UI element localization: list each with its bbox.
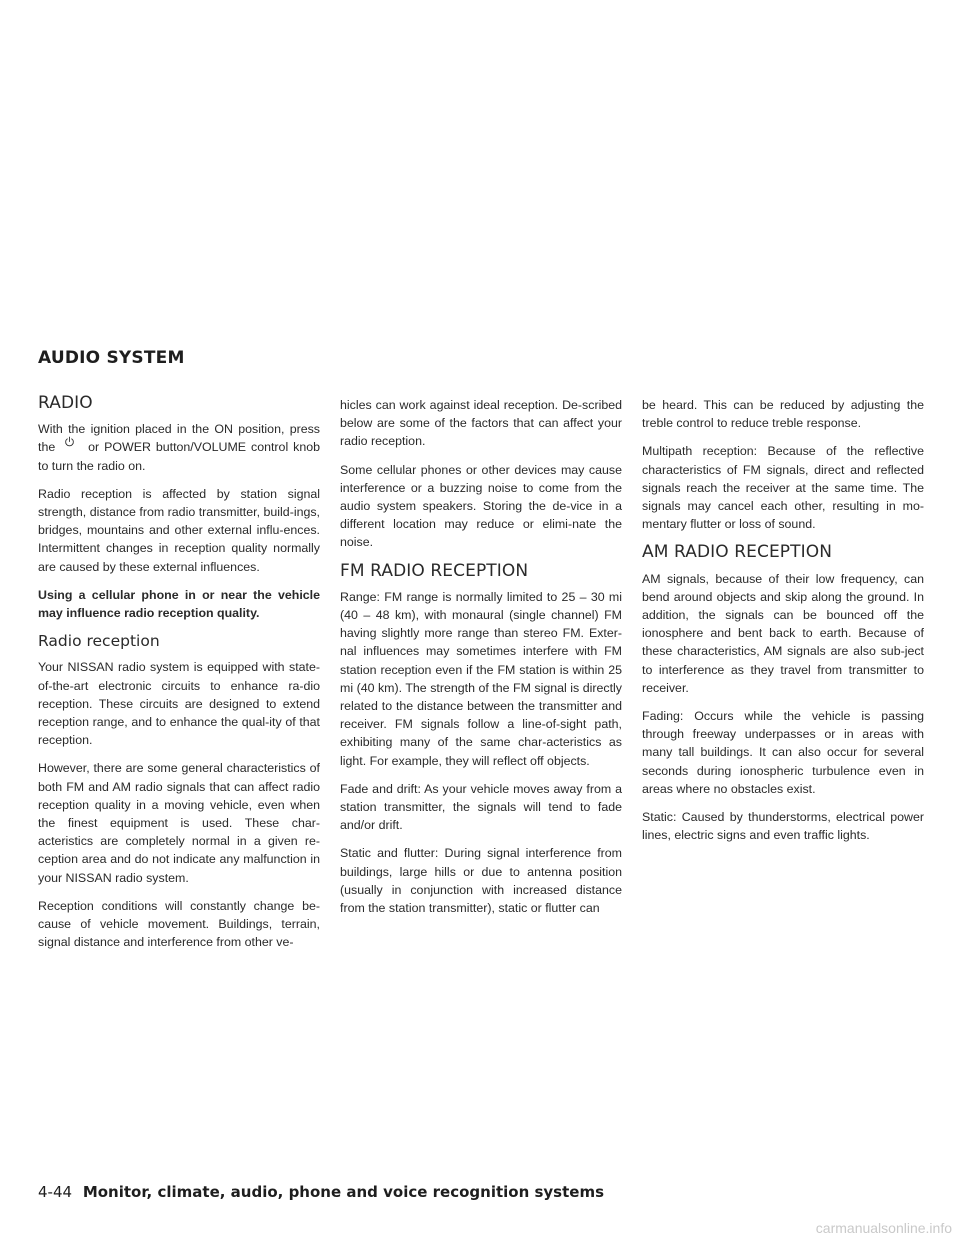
paragraph-fade-drift: Fade and drift: As your vehicle moves away from a station transmitter, the signals will tend to fade and/or drift. — [340, 781, 622, 833]
power-icon — [55, 440, 83, 452]
section-title: AUDIO SYSTEM — [38, 348, 185, 368]
paragraph-treble-control: be heard. This can be reduced by adjusting the treble control to reduce treble response. — [642, 398, 924, 431]
paragraph-nissan-radio: Your NISSAN radio system is equipped with state-of-the-art electronic circuits to enhance ra-dio reception. These circuits are designed to extend reception range, and to enhance the qual-ity of that reception. — [38, 660, 320, 748]
paragraph-reception-factors: Radio reception is affected by station signal strength, distance from radio transmitter, build-ings, bridges, mountains and other external influ-ences. Intermittent changes in reception quality normally are caused by these external influences. — [38, 486, 320, 574]
paragraph-fading: Fading: Occurs while the vehicle is passing through freeway underpasses or in areas with many tall buildings. It can also occur for several seconds during ionospheric turbulence even in areas where no obstacles exist. — [642, 709, 924, 796]
heading-radio: RADIO — [38, 393, 93, 413]
heading-radio-reception: Radio reception — [38, 632, 160, 651]
column-2 — [340, 396, 622, 927]
page-number: 4-44 — [38, 1183, 73, 1201]
paragraph-cellular-warning: Using a cellular phone in or near the vehicle may influence radio reception quality. — [38, 587, 320, 621]
page-footer-title: Monitor, climate, audio, phone and voice recognition systems — [82, 1183, 605, 1201]
paragraph-cellular-buzzing: Some cellular phones or other devices may cause interference or a buzzing noise to come from the audio system speakers. Storing the de-vice in a different location may reduce or elimi-nate the noise. — [340, 462, 622, 550]
paragraph-general-characteristics: However, there are some general characteristics of both FM and AM radio signals that can affect radio reception quality in a moving vehicle, even when the finest equipment is used. These char-acteristics are completely normal in a given re-ception area and do not indicate any malfunction in your NISSAN radio system. — [38, 761, 320, 885]
paragraph-static: Static: Caused by thunderstorms, electrical power lines, electric signs and even traffic lights. — [642, 810, 924, 843]
column-3 — [642, 396, 924, 854]
watermark: carmanualsonline.info — [815, 1220, 952, 1236]
paragraph-power-on — [38, 420, 320, 475]
paragraph-reception-conditions: Reception conditions will constantly change be-cause of vehicle movement. Buildings, terrain, signal distance and interference from other ve- — [38, 898, 320, 950]
paragraph-multipath: Multipath reception: Because of the reflective characteristics of FM signals, direct and reflected signals reach the receiver at the same time. The signals may cancel each other, resulting in mo-mentary flutter or loss of sound. — [642, 444, 924, 532]
paragraph-power-on-start: With the ignition placed in the ON position, press the — [38, 422, 320, 455]
paragraph-am-signals: AM signals, because of their low frequency, can bend around objects and skip along the ground. In addition, the signals can be bounced off the ionosphere and bent back to earth. Because of these characteristics, AM signals are also sub-ject to interference as they travel from transmitter to receiver. — [642, 571, 924, 695]
column-1 — [38, 394, 320, 961]
heading-fm-reception: FM RADIO RECEPTION — [340, 560, 529, 581]
paragraph-static-flutter: Static and flutter: During signal interference from buildings, large hills or due to antenna position (usually in conjunction with increased distance from the station transmitter), static or flutter can — [340, 846, 622, 916]
paragraph-power-on-end: or POWER button/VOLUME control knob to turn the radio on. — [38, 440, 320, 473]
paragraph-fm-range: Range: FM range is normally limited to 25 – 30 mi (40 – 48 km), with monaural (single channel) FM having slightly more range than stereo FM. Exter-nal influences may sometimes interfere with FM station reception even if the FM station is within 25 mi (40 km). The strength of the FM signal is directly related to the distance between the transmitter and receiver. FM signals follow a line-of-sight path, exhibiting many of the same char-acteristics as light. For example, they will reflect off objects. — [340, 589, 622, 768]
heading-am-reception: AM RADIO RECEPTION — [642, 542, 833, 563]
paragraph-vehicles-interference: hicles can work against ideal reception. De-scribed below are some of the factors that can affect your radio reception. — [340, 398, 622, 449]
page-footer — [38, 1183, 604, 1201]
